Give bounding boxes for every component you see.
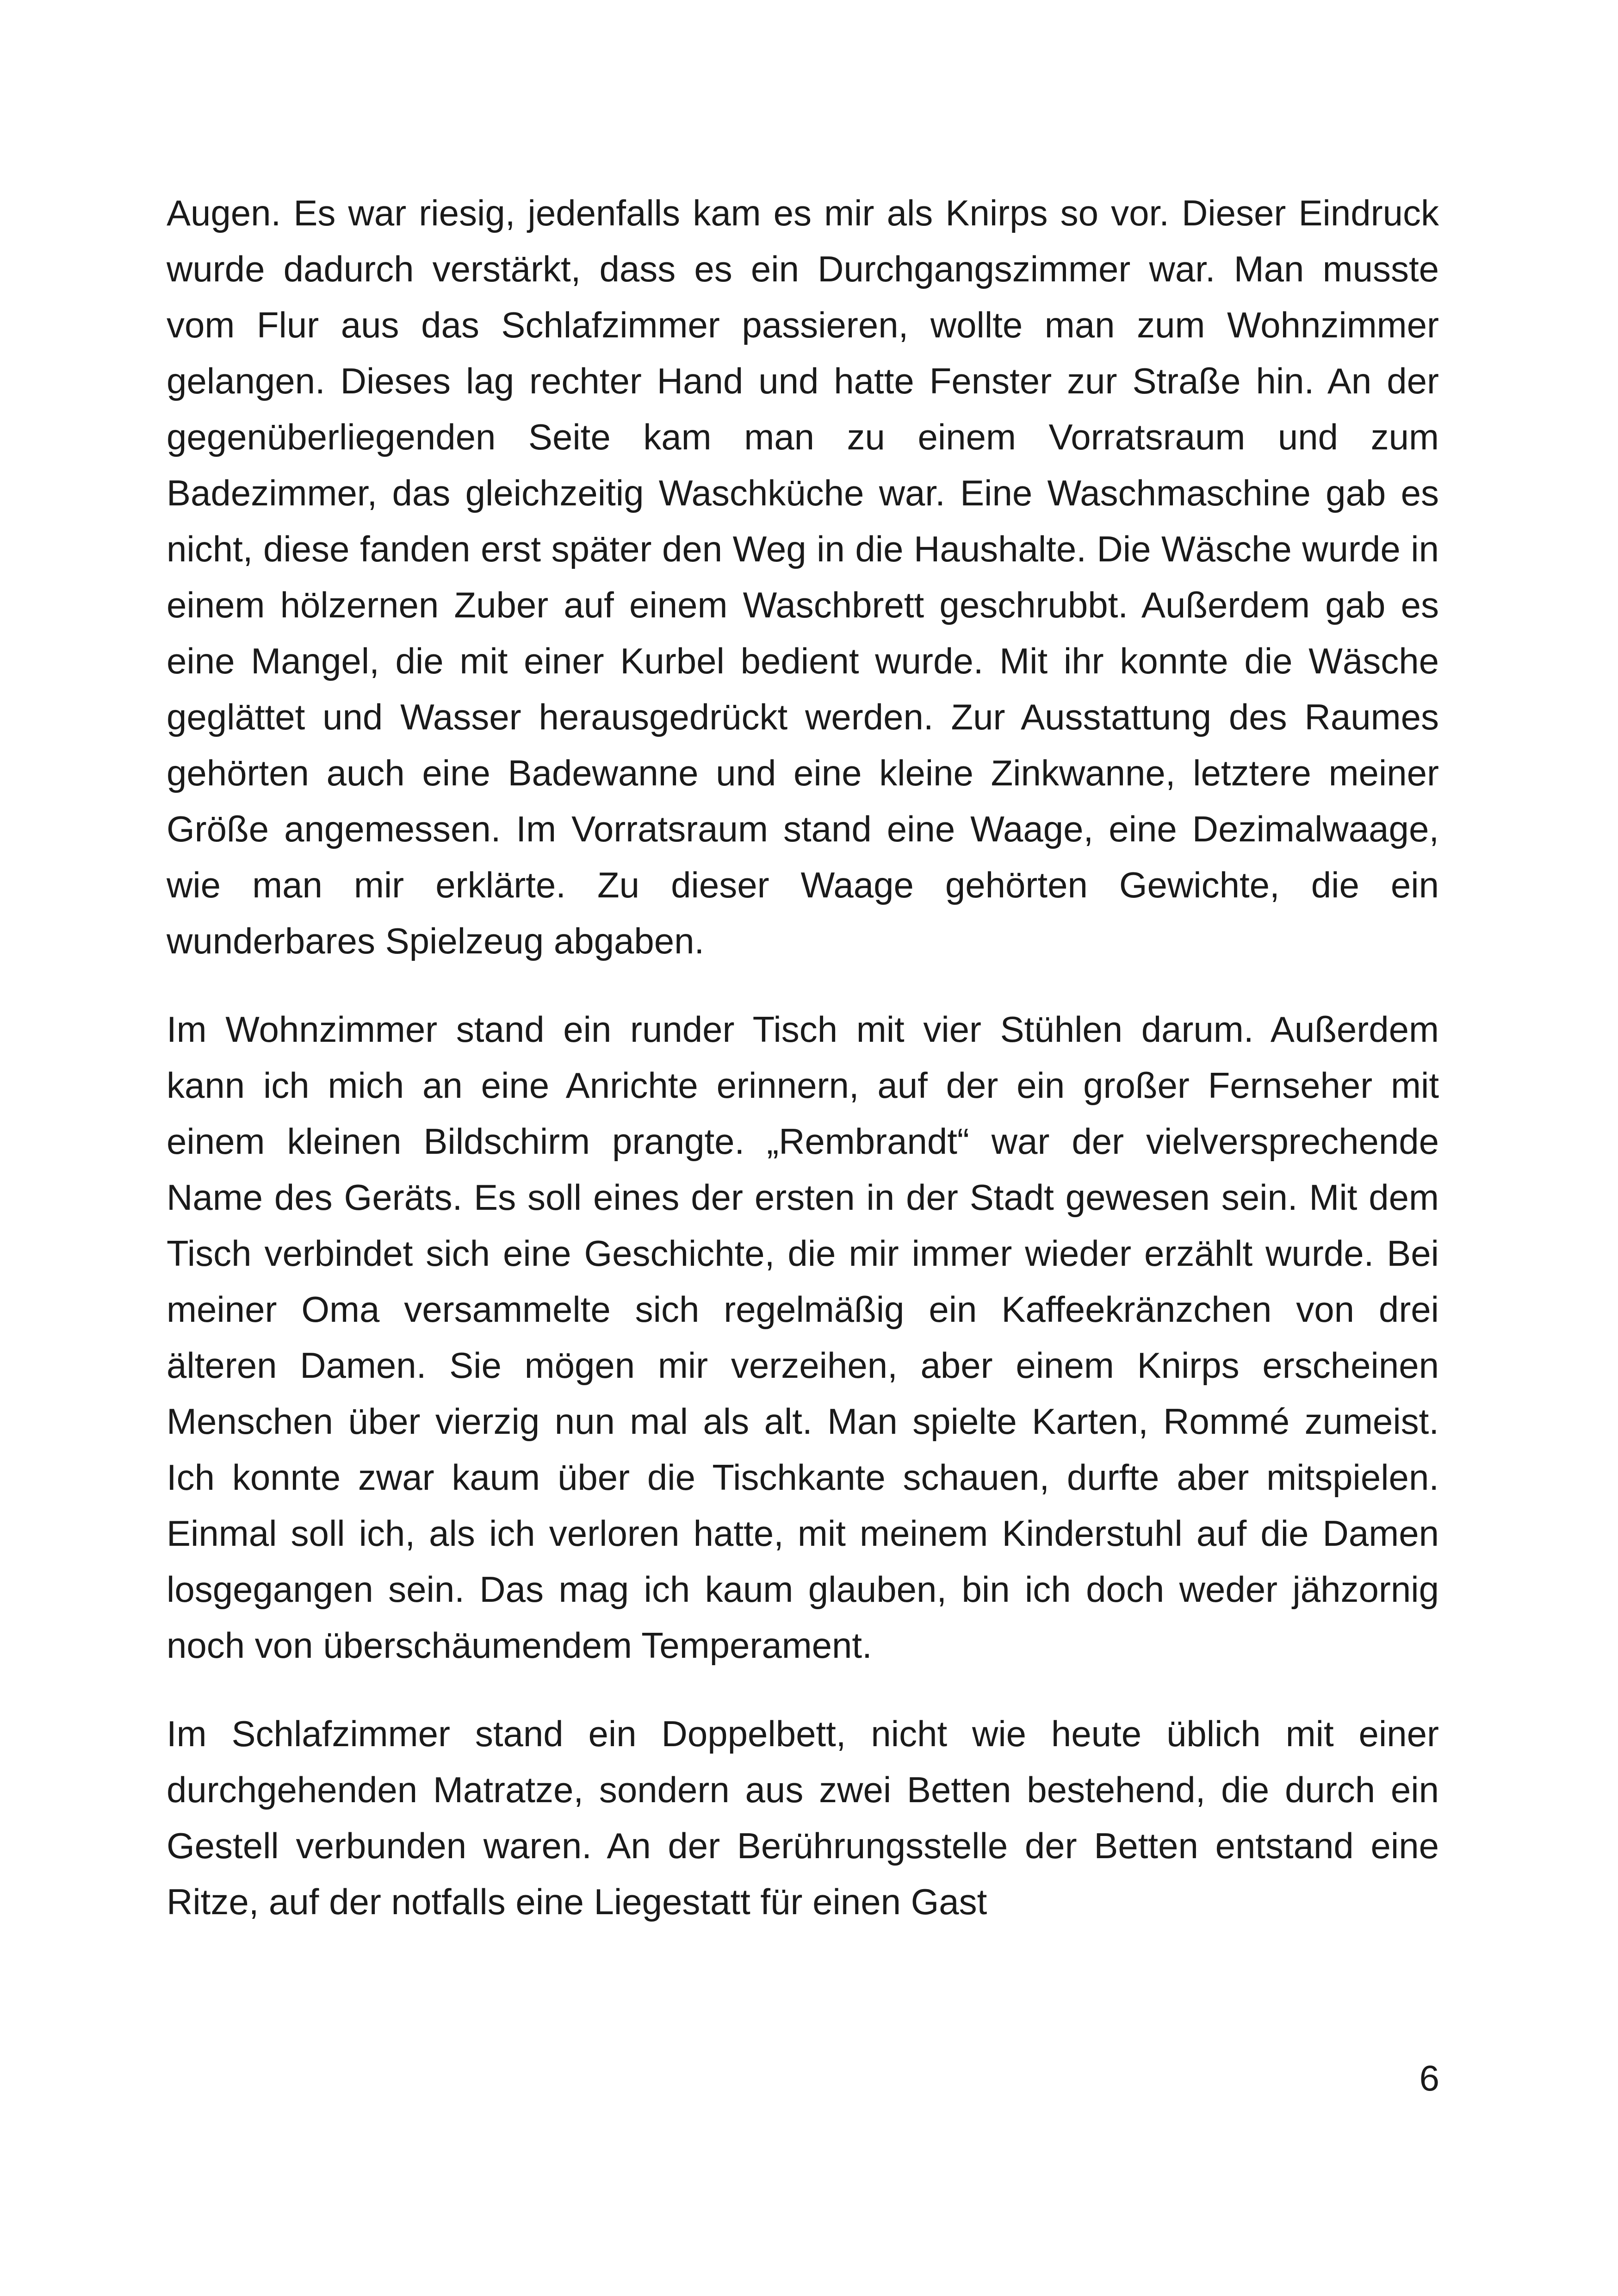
paragraph-1: Augen. Es war riesig, jedenfalls kam es mir als Knirps so vor. Dieser Eindruck wurde dadurch verstärkt, dass es ein Durchgangszimmer war. Man musste vom Flur aus das Schlafzimmer passieren, wollte man zum Wohnzimmer gelangen. Dieses lag rechter Hand und hatte Fenster zur Straße hin. An der gegenüberliegenden Seite kam man zu einem Vorratsraum und zum Badezimmer, das gleichzeitig Waschküche war. Eine Waschmaschine gab es nicht, diese fanden erst später den Weg in die Haushalte. Die Wäsche wurde in einem hölzernen Zuber auf einem Waschbrett geschrubbt. Außerdem gab es eine Mangel, die mit einer Kurbel bedient wurde. Mit ihr konnte die Wäsche geglättet und Wasser herausgedrückt werden. Zur Ausstattung des Raumes gehörten auch eine Badewanne und eine kleine Zinkwanne, letztere meiner Größe angemessen. Im Vorratsraum stand eine Waage, eine Dezimalwaage, wie man mir erklärte. Zu dieser Waage gehörten Gewichte, die ein wunderbares Spielzeug abgaben.	[167, 193, 1439, 961]
paragraph-3: Im Schlafzimmer stand ein Doppelbett, nicht wie heute üblich mit einer durchgehenden Matratze, sondern aus zwei Betten bestehend, die durch ein Gestell verbunden waren. An der Berührungsstelle der Betten entstand eine Ritze, auf der notfalls eine Liegestatt für einen Gast	[167, 1713, 1439, 1922]
paragraph-2: Im Wohnzimmer stand ein runder Tisch mit vier Stühlen darum. Außerdem kann ich mich an eine Anrichte erinnern, auf der ein großer Fernseher mit einem kleinen Bildschirm prangte. „Rembrandt“ war der vielversprechende Name des Geräts. Es soll eines der ersten in der Stadt gewesen sein. Mit dem Tisch verbindet sich eine Geschichte, die mir immer wieder erzählt wurde. Bei meiner Oma versammelte sich regelmäßig ein Kaffeekränzchen von drei älteren Damen. Sie mögen mir verzeihen, aber einem Knirps erscheinen Menschen über vierzig nun mal als alt. Man spielte Karten, Rommé zumeist. Ich konnte zwar kaum über die Tischkante schauen, durfte aber mitspielen. Einmal soll ich, als ich verloren hatte, mit meinem Kinderstuhl auf die Damen losgegangen sein. Das mag ich kaum glauben, bin ich doch weder jähzornig noch von überschäumendem Temperament.	[167, 1009, 1439, 1666]
page-number: 6	[1419, 2058, 1439, 2098]
text-body	[167, 185, 1439, 1930]
